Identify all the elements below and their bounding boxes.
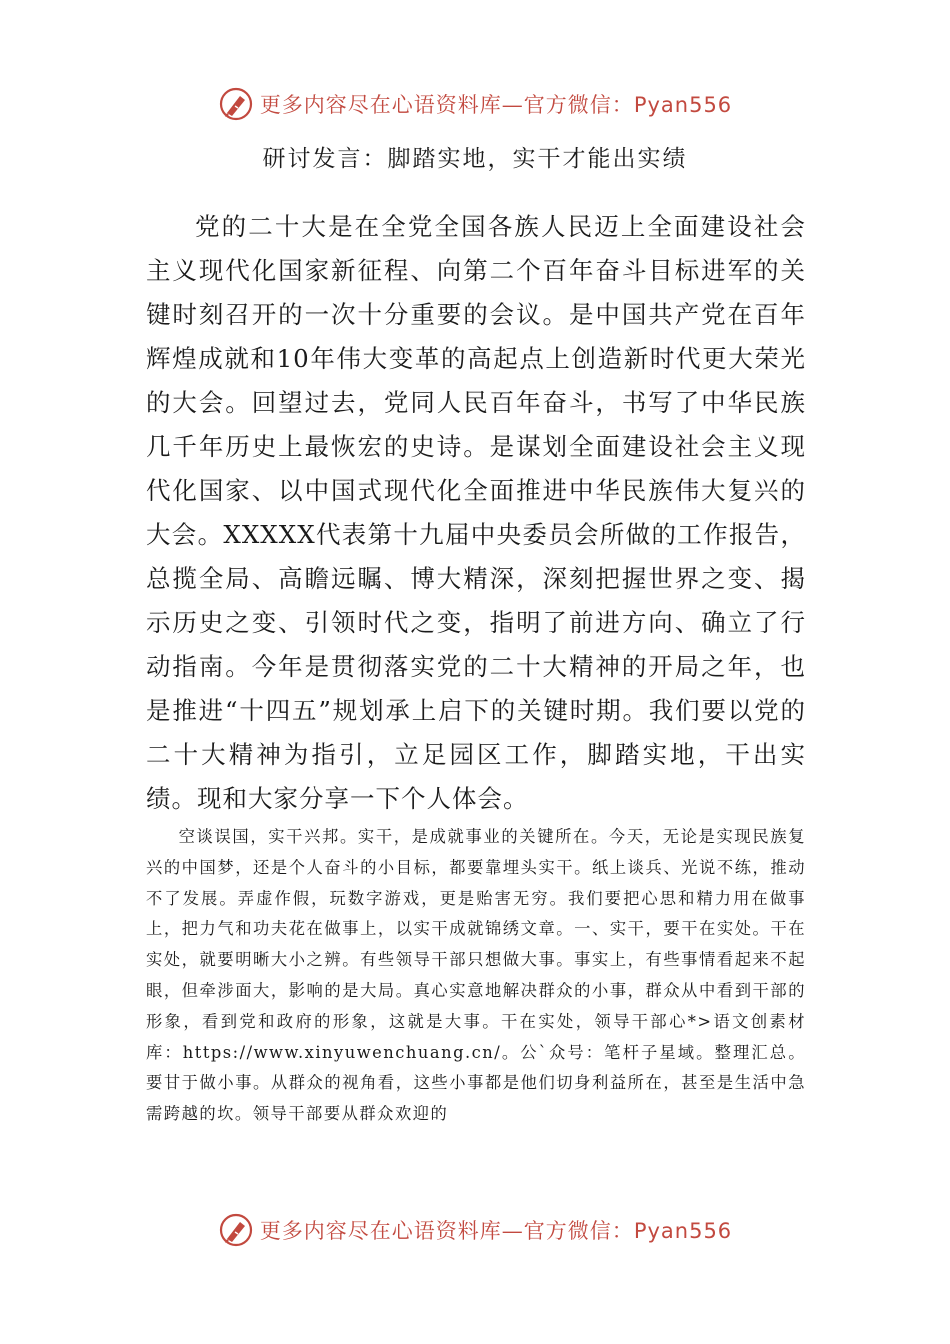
paragraph-body: 空谈误国，实干兴邦。实干，是成就事业的关键所在。今天，无论是实现民族复兴的中国梦，还是个人奋斗的小目标，都要靠埋头实干。纸上谈兵、光说不练，推动不了发展。弄虚作假，玩数字游戏，更是贻害无穷。我们要把心思和精力用在做事上，把力气和功夫花在做事上，以实干成就锦绣文章。一、实干，要干在实处。干在实处，就要明晰大小之辨。有些领导干部只想做大事。事实上，有些事情看起来不起眼，但牵涉面大，影响的是大局。真心实意地解决群众的小事，群众从中看到干部的形象，看到党和政府的形象，这就是大事。干在实处，领导干部心*>语文创素材库：https://www.xinyuwenchuang.cn/。公`众号：笔杆子星域。整理汇总。要甘于做小事。从群众的视角看，这些小事都是他们切身利益所在，甚至是生活中急需跨越的坎。领导干部要从群众欢迎的 [146,827,806,1124]
watermark-text: 更多内容尽在心语资料库—官方微信：Pyan556 [259,93,733,117]
watermark-id: Pyan556 [633,93,733,117]
watermark-footer [0,1210,950,1250]
watermark-id: Pyan556 [633,1219,733,1243]
document-title: 研讨发言：脚踏实地，实干才能出实绩 [262,146,688,172]
pen-nib-logo-icon [218,86,254,122]
paragraph-intro: 党的二十大是在全党全国各族人民迈上全面建设社会主义现代化国家新征程、向第二个百年奋斗目标进军的关键时刻召开的一次十分重要的会议。是中国共产党在百年辉煌成就和10年伟大变革的高起点上创造新时代更大荣光的大会。回望过去，党同人民百年奋斗，书写了中华民族几千年历史上最恢宏的史诗。是谋划全面建设社会主义现代化国家、以中国式现代化全面推进中华民族伟大复兴的大会。XXXXX代表第十九届中央委员会所做的工作报告，总揽全局、高瞻远瞩、博大精深，深刻把握世界之变、揭示历史之变、引领时代之变，指明了前进方向、确立了行动指南。今年是贯彻落实党的二十大精神的开局之年，也是推进“十四五”规划承上启下的关键时期。我们要以党的二十大精神为指引，立足园区工作，脚踏实地，干出实绩。现和大家分享一下个人体会。 [146,212,806,813]
pen-nib-logo-icon [218,1212,254,1248]
watermark-header [0,84,950,124]
watermark-text: 更多内容尽在心语资料库—官方微信：Pyan556 [259,1219,733,1243]
